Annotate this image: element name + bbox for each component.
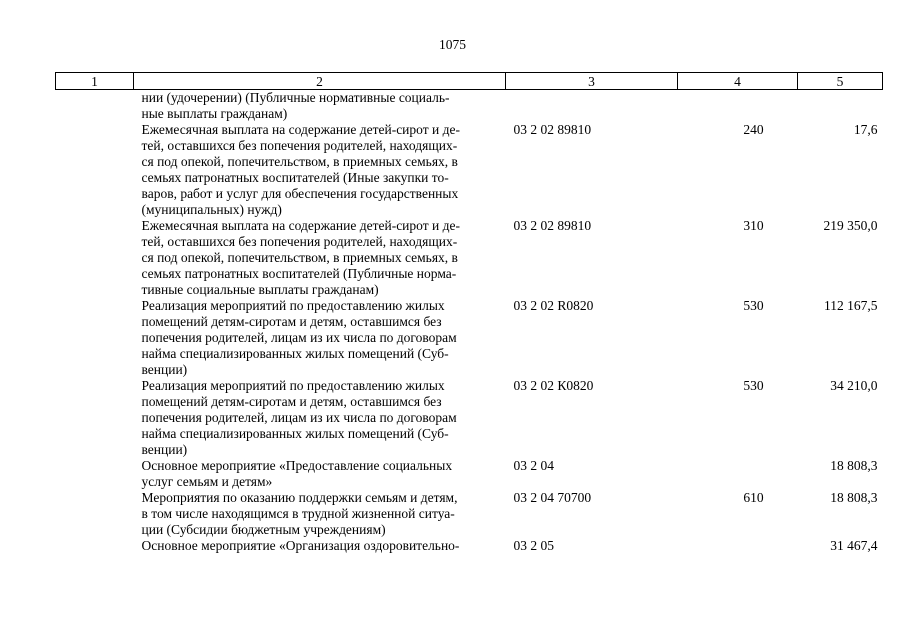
row-code: 03 2 05 — [513, 538, 554, 553]
row-expense-type: 310 — [743, 218, 764, 233]
row-code: 03 2 04 70700 — [513, 490, 592, 505]
row-expense-type: 530 — [743, 298, 764, 313]
table-row — [56, 218, 883, 298]
row-code — [506, 90, 678, 123]
row-description: Основное мероприятие «Организация оздоровительно- — [141, 538, 460, 553]
row-amount: 34 210,0 — [830, 378, 878, 393]
row-description: Мероприятия по оказанию поддержки семьям и детям, в том числе находящимся в трудной жизненной ситуа- ции (Субсидии бюджетным учреждениям) — [141, 490, 458, 537]
row-description: Реализация мероприятий по предоставлению жилых помещений детям-сиротам и детям, оставшимся без попечения родителей, лицам из их числа по договорам найма специализированных жилых помещений (Суб- венции) — [141, 378, 457, 457]
row-amount — [798, 90, 883, 123]
table-header-row — [56, 73, 883, 90]
page-number: 1075 — [439, 37, 466, 52]
column-header-3: 3 — [506, 73, 678, 90]
row-amount: 18 808,3 — [830, 490, 878, 505]
column-header-5: 5 — [798, 73, 883, 90]
row-amount: 31 467,4 — [830, 538, 878, 553]
budget-table — [55, 72, 883, 554]
table-row — [56, 122, 883, 218]
row-description: Ежемесячная выплата на содержание детей-сирот и де- тей, оставшихся без попечения родителей, находящих- ся под опекой, попечительством, в приемных семьях, в семьях патронатных воспитателей (Иные закупки то- варов, работ и услуг для обеспечения государственных (муниципальных) нужд) — [141, 122, 460, 217]
row-expense-type: 610 — [743, 490, 764, 505]
row-amount: 112 167,5 — [824, 298, 878, 313]
row-amount: 219 350,0 — [823, 218, 878, 233]
column-header-2: 2 — [134, 73, 506, 90]
row-expense-type — [678, 458, 798, 490]
table-row — [56, 90, 883, 123]
row-code: 03 2 02 К0820 — [513, 378, 594, 393]
table-row — [56, 378, 883, 458]
row-expense-type: 240 — [743, 122, 764, 137]
row-description: нии (удочерении) (Публичные нормативные социаль- ные выплаты гражданам) — [141, 90, 450, 121]
row-description: Основное мероприятие «Предоставление социальных услуг семьям и детям» — [141, 458, 453, 489]
row-amount: 18 808,3 — [830, 458, 878, 473]
table-row — [56, 490, 883, 538]
table-row — [56, 298, 883, 378]
table-body — [56, 90, 883, 555]
column-header-1: 1 — [56, 73, 134, 90]
column-header-4: 4 — [678, 73, 798, 90]
row-code: 03 2 04 — [513, 458, 554, 473]
row-description: Реализация мероприятий по предоставлению жилых помещений детям-сиротам и детям, оставшимся без попечения родителей, лицам из их числа по договорам найма специализированных жилых помещений (Суб- венции) — [141, 298, 457, 377]
row-amount: 17,6 — [853, 122, 878, 137]
row-code: 03 2 02 R0820 — [513, 298, 594, 313]
table-row — [56, 458, 883, 490]
row-expense-type — [678, 538, 798, 554]
table-row — [56, 538, 883, 554]
row-expense-type — [678, 90, 798, 123]
row-description: Ежемесячная выплата на содержание детей-сирот и де- тей, оставшихся без попечения родителей, находящих- ся под опекой, попечительством, в приемных семьях, в семьях патронатных воспитателей (Публичные норма- тивные социальные выплаты гражданам) — [141, 218, 460, 297]
row-expense-type: 530 — [743, 378, 764, 393]
row-code: 03 2 02 89810 — [513, 218, 592, 233]
row-code: 03 2 02 89810 — [513, 122, 592, 137]
